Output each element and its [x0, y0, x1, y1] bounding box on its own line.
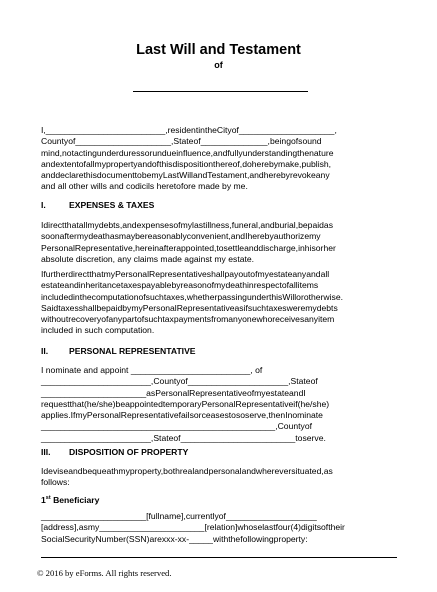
- section-title: PERSONAL REPRESENTATIVE: [69, 346, 196, 356]
- paragraph-line: PersonalRepresentative,hereinafterappointed,tosettleanddischarge,inhisorher: [41, 242, 336, 253]
- section-heading-expenses: [41, 200, 154, 211]
- intro-line: andextentofallmypropertyandofthisdispositionthereof,doherebymake,publish,: [41, 158, 332, 169]
- document-title: Last Will and Testament: [136, 42, 301, 58]
- paragraph-line: _______________________,Countyof_____________________,Stateof: [41, 376, 318, 387]
- disposition-paragraph: [41, 466, 398, 489]
- paragraph-line: follows:: [41, 477, 70, 488]
- beneficiary-ordinal-suffix: st: [45, 495, 51, 501]
- beneficiary-label: Beneficiary: [53, 495, 100, 505]
- section-number: III.: [41, 447, 51, 457]
- paragraph-line: _______________________,Stateof________________________toserve.: [41, 432, 326, 443]
- paragraph-line: SaidtaxesshallbepaidbymyPersonalRepresentativeasifsuchtaxesweremydebts: [41, 302, 338, 313]
- paragraph-line: Idirectthatallmydebts,andexpensesofmylastillness,funeral,andburial,bepaidas: [41, 220, 333, 230]
- intro-paragraph: [41, 125, 398, 193]
- intro-line: anddeclarethisdocumenttobemyLastWillandTestament,andherebyrevokeany: [41, 170, 330, 181]
- paragraph-line: applies.IfmyPersonalRepresentativefailsorceasestososerve,thenInominate: [41, 410, 323, 421]
- testator-name-blank[interactable]: [133, 91, 308, 92]
- paragraph-line: IfurtherdirectthatmyPersonalRepresentativeshallpayoutofmyestateanyandall: [41, 269, 330, 279]
- section-number: II.: [41, 346, 49, 356]
- copyright-footer: © 2016 by eForms. All rights reserved.: [37, 568, 172, 578]
- paragraph-line: ______________________[fullname],currentlyof___________________: [41, 511, 317, 521]
- beneficiary-ordinal: 1: [41, 495, 46, 505]
- expenses-paragraph: [41, 220, 398, 265]
- paragraph-line: withoutrecoveryofanypartofsuchtaxpaymentsfromanyonewhoreceivesanyitem: [41, 314, 335, 325]
- paragraph-line: Ideviseandbequeathmyproperty,bothrealandpersonalandwhereversituated,as: [41, 466, 333, 476]
- paragraph-line: SocialSecurityNumber(SSN)arexxx-xx-_____withthefollowingproperty:: [41, 533, 308, 544]
- section-number: I.: [41, 200, 46, 210]
- paragraph-line: requestthat(he/she)beappointedtemporaryPersonalRepresentativeif(he/she): [41, 398, 330, 409]
- paragraph-line: absolute discretion, any claims made against my estate.: [41, 253, 255, 264]
- intro-line: and all other wills and codicils heretofore made by me.: [41, 181, 248, 192]
- paragraph-line: I nominate and appoint _________________________, of: [41, 365, 263, 375]
- beneficiary-paragraph: [41, 511, 398, 545]
- section-heading-disposition: [41, 447, 188, 458]
- taxes-paragraph: [41, 269, 398, 337]
- paragraph-line: _________________________________________________,Countyof: [41, 421, 312, 432]
- paragraph-line: included in such computation.: [41, 325, 155, 336]
- document-subtitle: of: [214, 60, 223, 70]
- intro-line: Countyof____________________,Stateof______________,beingofsound: [41, 136, 322, 147]
- paragraph-line: estateandinheritancetaxespayablebyreasonofmydeathinrespectofallitems: [41, 280, 319, 291]
- paragraph-line: includedinthecomputationofsuchtaxes,whetherpassingunderthisWillorotherwise.: [41, 291, 343, 302]
- paragraph-line: soonaftermydeathasmaybereasonablyconvenient,andIherebyauthorizemy: [41, 231, 321, 242]
- paragraph-line: [address],asmy______________________[relation]whoselastfour(4)digitsoftheir: [41, 522, 345, 533]
- personal-representative-paragraph: [41, 365, 398, 444]
- section-title: DISPOSITION OF PROPERTY: [69, 447, 189, 457]
- intro-line: I,_________________________,residentintheCityof____________________,: [41, 125, 337, 135]
- beneficiary-heading: [41, 495, 99, 506]
- paragraph-line: ______________________asPersonalRepresentativeofmyestateandI: [41, 387, 306, 398]
- section-title: EXPENSES & TAXES: [69, 200, 155, 210]
- section-heading-personal-representative: [41, 346, 196, 357]
- property-description-blank[interactable]: [41, 557, 397, 558]
- intro-line: mind,notactingunderduressorundueinfluence,andfullyunderstandingthenature: [41, 147, 334, 158]
